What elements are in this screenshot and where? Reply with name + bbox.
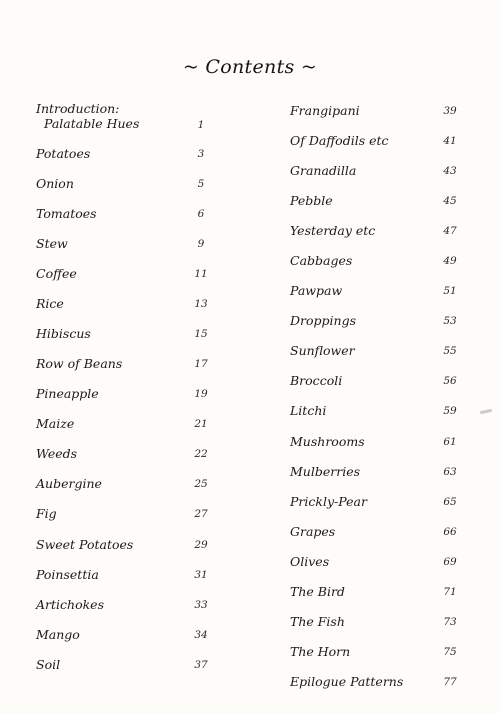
toc-entry-title: Grapes [290, 524, 336, 539]
toc-entry [290, 614, 465, 636]
toc-entry-title: Mango [36, 627, 80, 642]
toc-entry-page: 61 [443, 436, 457, 448]
toc-entry-page: 22 [194, 448, 208, 460]
toc-entry-page: 63 [443, 466, 457, 478]
toc-entry-title: Cabbages [290, 253, 353, 268]
toc-entry [290, 403, 465, 425]
toc-entry-page: 65 [443, 496, 457, 508]
toc-entry-page: 59 [443, 405, 457, 417]
toc-entry [36, 146, 216, 168]
toc-entry-title: Olives [290, 554, 330, 569]
toc-entry-page: 11 [194, 268, 208, 280]
toc-entry-title: Weeds [36, 446, 78, 461]
toc-entry-title: Epilogue Patterns [290, 674, 404, 689]
toc-entry [36, 597, 216, 619]
paper-smudge [480, 409, 492, 414]
toc-entry [36, 101, 216, 135]
toc-entry [36, 567, 216, 589]
toc-entry [36, 386, 216, 408]
toc-entry-title: Coffee [36, 266, 77, 281]
toc-entry [290, 163, 465, 185]
toc-entry-title: Onion [36, 176, 74, 191]
toc-entry [36, 416, 216, 438]
toc-entry-title: Pineapple [36, 386, 99, 401]
toc-entry-title: Broccoli [290, 373, 343, 388]
toc-entry [36, 627, 216, 649]
toc-entry-page: 51 [443, 285, 457, 297]
toc-entry-title: Mulberries [290, 464, 361, 479]
toc-entry-title: Prickly-Pear [290, 494, 367, 509]
toc-entry [290, 464, 465, 486]
toc-entry [36, 206, 216, 228]
toc-entry-page: 27 [194, 508, 208, 520]
toc-entry-title: Tomatoes [36, 206, 97, 221]
toc-entry-page: 75 [443, 646, 457, 658]
toc-entry-title: Rice [36, 296, 64, 311]
page-title: ~ Contents ~ [182, 56, 318, 78]
toc-entry-page: 3 [197, 148, 205, 160]
toc-entry [290, 644, 465, 666]
toc-entry [290, 343, 465, 365]
toc-entry [36, 296, 216, 318]
toc-entry [290, 283, 465, 305]
toc-entry [36, 236, 216, 258]
toc-entry-title: Artichokes [36, 597, 104, 612]
toc-entry-title: Yesterday etc [290, 223, 376, 238]
toc-entry [290, 373, 465, 395]
toc-entry-page: 77 [443, 676, 457, 688]
toc-entry-page: 47 [443, 225, 457, 237]
toc-entry-page: 9 [197, 238, 205, 250]
toc-entry-title: Litchi [290, 403, 327, 418]
toc-entry [290, 584, 465, 606]
toc-entry-title: Soil [36, 657, 61, 672]
toc-entry-title-line2: Palatable Hues [44, 116, 140, 131]
toc-entry [290, 253, 465, 275]
toc-entry-title: Pebble [290, 193, 333, 208]
toc-entry-title: Potatoes [36, 146, 91, 161]
toc-entry [36, 506, 216, 528]
toc-entry [36, 537, 216, 559]
toc-entry-title: Fig [36, 506, 57, 521]
toc-entry-page: 56 [443, 375, 457, 387]
toc-entry-page: 31 [194, 569, 208, 581]
toc-entry-page: 39 [443, 105, 457, 117]
toc-entry-page: 17 [194, 358, 208, 370]
toc-entry-title: Poinsettia [36, 567, 99, 582]
toc-entry-title: Granadilla [290, 163, 357, 178]
toc-entry [290, 133, 465, 155]
toc-entry-page: 13 [194, 298, 208, 310]
toc-entry-title: Row of Beans [36, 356, 123, 371]
toc-entry [290, 494, 465, 516]
toc-entry-page: 15 [194, 328, 208, 340]
toc-entry-title: Maize [36, 416, 75, 431]
toc-entry [290, 223, 465, 245]
toc-entry-page: 49 [443, 255, 457, 267]
toc-entry-page: 73 [443, 616, 457, 628]
toc-entry-page: 55 [443, 345, 457, 357]
toc-entry-title: Of Daffodils etc [290, 133, 389, 148]
toc-entry [290, 554, 465, 576]
toc-entry-title: Sweet Potatoes [36, 537, 134, 552]
toc-entry-page: 45 [443, 195, 457, 207]
toc-entry [36, 356, 216, 378]
toc-entry [290, 674, 465, 696]
toc-entry-title-line1: Introduction: [36, 101, 120, 116]
toc-entry-page: 19 [194, 388, 208, 400]
toc-entry-title: Droppings [290, 313, 356, 328]
toc-entry-title: Aubergine [36, 476, 102, 491]
toc-entry-page: 5 [197, 178, 205, 190]
toc-entry-title: Hibiscus [36, 326, 91, 341]
toc-entry-page: 29 [194, 539, 208, 551]
toc-entry-page: 6 [197, 208, 205, 220]
toc-entry [36, 176, 216, 198]
toc-entry [36, 266, 216, 288]
toc-entry [290, 313, 465, 335]
toc-entry [36, 657, 216, 679]
toc-entry-title: The Horn [290, 644, 351, 659]
toc-entry [36, 446, 216, 468]
toc-entry-title: Pawpaw [290, 283, 343, 298]
toc-entry-page: 43 [443, 165, 457, 177]
toc-entry [36, 476, 216, 498]
toc-entry [290, 103, 465, 125]
toc-entry [290, 524, 465, 546]
toc-entry-page: 66 [443, 526, 457, 538]
toc-entry-page: 53 [443, 315, 457, 327]
toc-entry-page: 21 [194, 418, 208, 430]
toc-entry-page: 69 [443, 556, 457, 568]
toc-entry-page: 25 [194, 478, 208, 490]
toc-entry-page: 1 [197, 119, 205, 131]
toc-entry-title: The Bird [290, 584, 345, 599]
toc-entry-page: 41 [443, 135, 457, 147]
toc-entry-title: Stew [36, 236, 68, 251]
toc-entry [36, 326, 216, 348]
toc-entry-page: 71 [443, 586, 457, 598]
toc-entry-page: 34 [194, 629, 208, 641]
toc-entry-page: 33 [194, 599, 208, 611]
toc-entry-title [36, 101, 139, 131]
toc-entry-title: Mushrooms [290, 434, 365, 449]
toc-entry [290, 193, 465, 215]
toc-entry-title: Frangipani [290, 103, 360, 118]
toc-entry-page: 37 [194, 659, 208, 671]
toc-entry-title: Sunflower [290, 343, 355, 358]
toc-entry-title: The Fish [290, 614, 345, 629]
toc-entry [290, 434, 465, 456]
